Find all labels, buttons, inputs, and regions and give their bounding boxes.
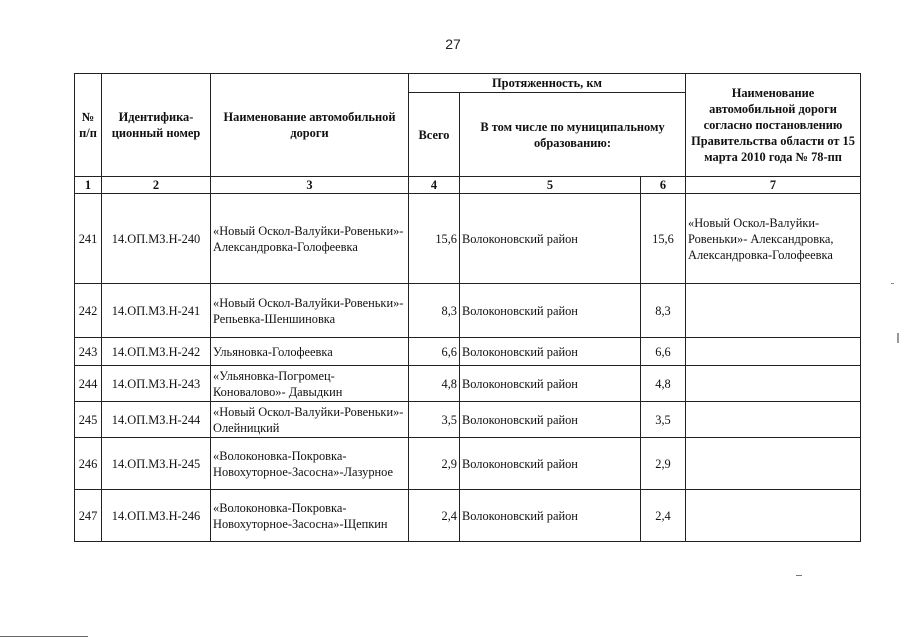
road-id: 14.ОП.МЗ.Н-241: [102, 284, 211, 338]
header-road-name: Наименование автомобильной дороги: [211, 74, 409, 177]
column-number: 2: [102, 177, 211, 194]
resolution-name: [686, 366, 861, 402]
scan-artifact: [891, 283, 894, 284]
row-number: 244: [75, 366, 102, 402]
column-number: 3: [211, 177, 409, 194]
district-length: 15,6: [641, 194, 686, 284]
row-number: 243: [75, 338, 102, 366]
road-id: 14.ОП.МЗ.Н-242: [102, 338, 211, 366]
table-row: [75, 194, 861, 284]
header-total: Всего: [409, 93, 460, 177]
row-number: 242: [75, 284, 102, 338]
resolution-name: [686, 438, 861, 490]
district-name: Волоконовский район: [460, 366, 641, 402]
district-length: 4,8: [641, 366, 686, 402]
column-number: 6: [641, 177, 686, 194]
district-name: Волоконовский район: [460, 438, 641, 490]
road-name: «Новый Оскол-Валуйки-Ровеньки»-Александровка-Голофеевка: [211, 194, 409, 284]
header-num: № п/п: [75, 74, 102, 177]
row-number: 246: [75, 438, 102, 490]
resolution-name: [686, 284, 861, 338]
road-name: «Ульяновка-Погромец-Коновалово»- Давыдкин: [211, 366, 409, 402]
district-name: Волоконовский район: [460, 284, 641, 338]
scan-artifact: [897, 333, 899, 343]
column-number: 5: [460, 177, 641, 194]
row-number: 241: [75, 194, 102, 284]
road-id: 14.ОП.МЗ.Н-240: [102, 194, 211, 284]
district-length: 6,6: [641, 338, 686, 366]
length-total: 6,6: [409, 338, 460, 366]
road-name: «Волоконовка-Покровка-Новохуторное-Засосна»-Щепкин: [211, 490, 409, 542]
scan-artifact: [0, 636, 88, 637]
district-name: Волоконовский район: [460, 490, 641, 542]
road-name: «Новый Оскол-Валуйки-Ровеньки»-Олейницкий: [211, 402, 409, 438]
district-length: 8,3: [641, 284, 686, 338]
district-name: Волоконовский район: [460, 402, 641, 438]
roads-table: [74, 73, 861, 542]
table-row: [75, 338, 861, 366]
road-id: 14.ОП.МЗ.Н-245: [102, 438, 211, 490]
resolution-name: «Новый Оскол-Валуйки-Ровеньки»- Александровка, Александровка-Голофеевка: [686, 194, 861, 284]
header-resolution-name: Наименование автомобильной дороги согласно постановлению Правительства области от 15 марта 2010 года № 78-пп: [686, 74, 861, 177]
district-name: Волоконовский район: [460, 194, 641, 284]
header-by-municipal: В том числе по муниципальному образованию:: [460, 93, 686, 177]
row-number: 247: [75, 490, 102, 542]
length-total: 15,6: [409, 194, 460, 284]
district-length: 2,9: [641, 438, 686, 490]
road-id: 14.ОП.МЗ.Н-243: [102, 366, 211, 402]
column-number: 1: [75, 177, 102, 194]
page-number: 27: [445, 36, 461, 52]
resolution-name: [686, 402, 861, 438]
table-row: [75, 284, 861, 338]
scan-artifact: [796, 575, 802, 576]
row-number: 245: [75, 402, 102, 438]
length-total: 2,4: [409, 490, 460, 542]
header-id: Идентифика-ционный номер: [102, 74, 211, 177]
column-number: 4: [409, 177, 460, 194]
district-length: 3,5: [641, 402, 686, 438]
length-total: 3,5: [409, 402, 460, 438]
road-name: Ульяновка-Голофеевка: [211, 338, 409, 366]
resolution-name: [686, 338, 861, 366]
road-name: «Новый Оскол-Валуйки-Ровеньки»-Репьевка-Шеншиновка: [211, 284, 409, 338]
table-row: [75, 402, 861, 438]
resolution-name: [686, 490, 861, 542]
district-length: 2,4: [641, 490, 686, 542]
table-row: [75, 490, 861, 542]
length-total: 2,9: [409, 438, 460, 490]
district-name: Волоконовский район: [460, 338, 641, 366]
road-name: «Волоконовка-Покровка-Новохуторное-Засосна»-Лазурное: [211, 438, 409, 490]
column-number-row: [75, 177, 861, 194]
table-row: [75, 438, 861, 490]
road-id: 14.ОП.МЗ.Н-246: [102, 490, 211, 542]
length-total: 4,8: [409, 366, 460, 402]
header-length-group: Протяженность, км: [409, 74, 686, 93]
column-number: 7: [686, 177, 861, 194]
table-row: [75, 366, 861, 402]
road-id: 14.ОП.МЗ.Н-244: [102, 402, 211, 438]
length-total: 8,3: [409, 284, 460, 338]
